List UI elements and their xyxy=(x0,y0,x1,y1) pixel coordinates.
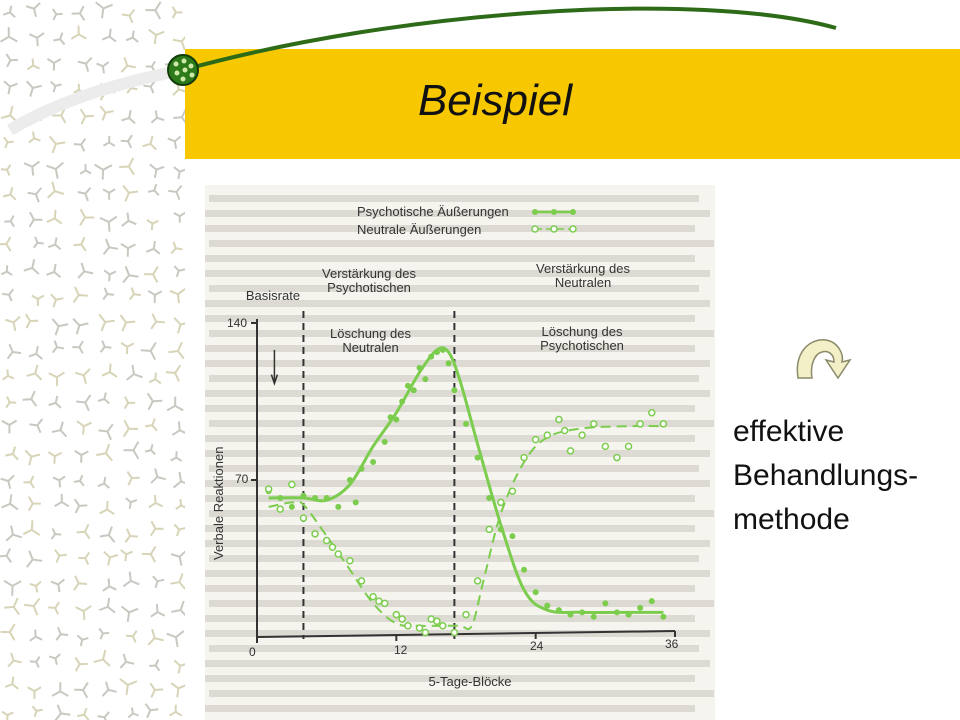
pattern-glyph xyxy=(1,624,15,640)
data-point-neutral xyxy=(649,410,655,416)
data-point-psychotic xyxy=(591,614,597,620)
data-point-psychotic xyxy=(440,347,446,353)
slide-title: Beispiel xyxy=(417,76,573,125)
data-point-neutral xyxy=(451,630,457,636)
data-point-psychotic xyxy=(370,459,376,465)
pattern-glyph xyxy=(24,259,39,274)
pattern-glyph xyxy=(75,451,88,463)
pattern-glyph xyxy=(169,705,181,716)
pattern-glyph xyxy=(25,450,40,465)
pattern-glyph xyxy=(4,598,19,615)
data-point-psychotic xyxy=(556,607,562,613)
pattern-glyph xyxy=(149,373,161,384)
pattern-glyph xyxy=(148,291,162,303)
data-point-neutral xyxy=(579,432,585,438)
pattern-glyph xyxy=(77,524,90,538)
data-point-psychotic xyxy=(544,603,550,609)
pattern-glyph xyxy=(171,601,185,617)
pattern-glyph xyxy=(27,365,42,380)
data-point-psychotic xyxy=(399,399,405,405)
pattern-glyph xyxy=(8,344,21,358)
data-point-neutral xyxy=(417,625,423,631)
pattern-glyph xyxy=(146,704,159,718)
pattern-glyph xyxy=(72,341,83,353)
data-point-psychotic xyxy=(353,499,359,505)
side-note-line-2: Behandlungs- xyxy=(733,459,919,492)
data-point-psychotic xyxy=(498,526,504,532)
data-point-psychotic xyxy=(451,387,457,393)
legend-label-psychotic: Psychotische Äußerungen xyxy=(357,204,509,219)
pattern-glyph xyxy=(172,421,185,435)
pattern-glyph xyxy=(98,712,110,720)
pattern-glyph xyxy=(104,552,118,566)
pattern-glyph xyxy=(3,187,16,200)
x-axis-label: 5-Tage-Blöcke xyxy=(428,674,512,689)
pattern-glyph xyxy=(74,287,88,303)
pattern-glyph xyxy=(122,212,137,226)
data-point-neutral xyxy=(521,455,527,461)
pattern-glyph xyxy=(52,528,62,538)
y-axis-label: Verbale Reaktionen xyxy=(211,446,226,560)
data-point-psychotic xyxy=(411,387,417,393)
pattern-glyph xyxy=(168,342,183,359)
pattern-glyph xyxy=(104,270,116,281)
pattern-glyph xyxy=(48,237,60,249)
pattern-glyph xyxy=(29,346,42,359)
data-point-psychotic xyxy=(277,495,283,501)
legend-symbol-neutral-dot xyxy=(551,226,557,232)
pattern-glyph xyxy=(23,391,37,406)
pattern-glyph xyxy=(56,627,68,640)
pattern-glyph xyxy=(100,501,115,514)
data-point-psychotic xyxy=(486,495,492,501)
legend-symbol-psychotic-dot xyxy=(570,209,576,215)
pattern-glyph xyxy=(55,494,69,506)
pattern-glyph xyxy=(127,365,143,380)
data-point-psychotic xyxy=(626,612,632,618)
data-point-psychotic xyxy=(417,365,423,371)
side-note xyxy=(733,410,918,542)
data-point-psychotic xyxy=(660,614,666,620)
legend-symbol-neutral-dot xyxy=(570,226,576,232)
data-point-neutral xyxy=(312,531,318,537)
pattern-glyph xyxy=(73,237,85,251)
legend-symbol-psychotic-dot xyxy=(532,209,538,215)
data-point-neutral xyxy=(498,499,504,505)
pattern-glyph xyxy=(77,635,88,646)
data-point-psychotic xyxy=(382,439,388,445)
pattern-glyph xyxy=(174,524,185,536)
pattern-glyph xyxy=(100,527,115,543)
data-point-neutral xyxy=(568,448,574,454)
phase-label-baseline: Basisrate xyxy=(245,288,301,303)
pattern-glyph xyxy=(120,654,134,668)
pattern-glyph xyxy=(122,606,139,622)
pattern-glyph xyxy=(174,266,185,277)
data-point-psychotic xyxy=(637,605,643,611)
data-point-psychotic xyxy=(649,598,655,604)
pattern-glyph xyxy=(48,182,64,198)
pattern-glyph xyxy=(51,294,63,307)
pattern-glyph xyxy=(125,529,137,543)
pattern-glyph xyxy=(0,549,11,563)
pattern-glyph xyxy=(141,343,156,360)
data-point-neutral xyxy=(324,538,330,544)
pattern-glyph xyxy=(170,289,185,303)
pattern-glyph xyxy=(174,318,185,334)
pattern-glyph xyxy=(145,419,157,431)
data-point-neutral xyxy=(509,488,515,494)
pattern-glyph xyxy=(98,392,109,403)
pattern-glyph xyxy=(150,683,163,697)
pattern-glyph xyxy=(52,682,68,696)
data-point-psychotic xyxy=(388,414,394,420)
pattern-glyph xyxy=(120,679,137,695)
pattern-glyph xyxy=(2,712,13,720)
pattern-glyph xyxy=(29,497,41,511)
pattern-glyph xyxy=(1,475,14,488)
pattern-glyph xyxy=(120,315,135,331)
baseline-arrow-icon xyxy=(271,350,277,384)
data-point-neutral xyxy=(359,578,365,584)
pattern-glyph xyxy=(77,708,89,720)
data-point-psychotic xyxy=(521,567,527,573)
data-point-psychotic xyxy=(335,504,341,510)
pattern-glyph xyxy=(53,476,65,487)
x-tick-36: 36 xyxy=(665,637,679,651)
pattern-glyph xyxy=(52,422,67,437)
pattern-glyph xyxy=(53,341,64,353)
pattern-glyph xyxy=(28,188,42,202)
pattern-glyph xyxy=(4,581,21,596)
pattern-glyph xyxy=(123,266,138,282)
pattern-glyph xyxy=(101,341,112,352)
pattern-glyph xyxy=(174,167,185,179)
series-line-psychotic xyxy=(269,348,664,613)
data-point-neutral xyxy=(399,616,405,622)
pattern-glyph xyxy=(171,683,185,697)
pattern-glyph xyxy=(30,630,42,641)
pattern-glyph xyxy=(49,372,65,386)
data-point-neutral xyxy=(614,455,620,461)
data-point-neutral xyxy=(266,486,272,492)
pattern-glyph xyxy=(48,602,59,614)
data-point-psychotic xyxy=(405,383,411,389)
pattern-glyph xyxy=(32,295,44,305)
pattern-glyph xyxy=(34,237,44,248)
pattern-glyph xyxy=(99,314,115,331)
pattern-glyph xyxy=(49,654,60,665)
pattern-glyph xyxy=(123,185,138,201)
data-point-neutral xyxy=(486,526,492,532)
pattern-glyph xyxy=(80,164,91,174)
pattern-glyph xyxy=(167,396,183,410)
pattern-glyph xyxy=(8,653,22,667)
data-point-neutral xyxy=(556,416,562,422)
pattern-glyph xyxy=(24,599,39,616)
pattern-glyph xyxy=(2,420,17,433)
data-point-neutral xyxy=(422,630,428,636)
pattern-glyph xyxy=(94,650,110,666)
data-point-neutral xyxy=(440,623,446,629)
data-point-neutral xyxy=(335,551,341,557)
data-point-neutral xyxy=(300,515,306,521)
pattern-glyph xyxy=(52,319,68,335)
pattern-glyph xyxy=(98,424,112,439)
pattern-glyph xyxy=(121,244,136,257)
pattern-glyph xyxy=(30,582,41,593)
pattern-glyph xyxy=(73,319,88,335)
pattern-glyph xyxy=(99,598,115,613)
pattern-glyph xyxy=(147,220,158,230)
pattern-glyph xyxy=(27,551,42,567)
pattern-glyph xyxy=(123,572,139,587)
data-point-psychotic xyxy=(568,612,574,618)
data-point-neutral xyxy=(434,618,440,624)
side-note-line-3: methode xyxy=(733,503,850,536)
pattern-glyph xyxy=(126,498,137,509)
pattern-glyph xyxy=(124,442,139,459)
pattern-glyph xyxy=(75,369,90,384)
data-point-psychotic xyxy=(475,455,481,461)
data-point-psychotic xyxy=(434,349,440,355)
data-point-neutral xyxy=(544,432,550,438)
pattern-glyph xyxy=(121,550,133,561)
y-tick-70: 70 xyxy=(235,472,249,486)
pattern-glyph xyxy=(168,185,181,199)
data-point-neutral xyxy=(562,428,568,434)
pattern-glyph xyxy=(78,188,91,201)
pattern-glyph xyxy=(166,365,180,381)
pattern-glyph xyxy=(5,447,18,460)
pattern-glyph xyxy=(76,606,92,620)
pattern-glyph xyxy=(26,314,38,328)
pattern-glyph xyxy=(5,677,18,689)
pattern-glyph xyxy=(29,212,42,227)
pattern-glyph xyxy=(104,239,118,254)
pattern-glyph xyxy=(1,165,11,176)
pattern-glyph xyxy=(125,397,136,409)
data-point-psychotic xyxy=(509,533,515,539)
data-point-psychotic xyxy=(533,589,539,595)
pattern-glyph xyxy=(55,705,70,720)
data-point-psychotic xyxy=(614,609,620,615)
pattern-glyph xyxy=(103,288,114,300)
data-point-psychotic xyxy=(393,416,399,422)
series-line-neutral xyxy=(269,426,664,629)
data-point-psychotic xyxy=(428,354,434,360)
pattern-glyph xyxy=(99,629,109,640)
data-point-neutral xyxy=(382,600,388,606)
x-tick-0: 0 xyxy=(249,645,256,659)
pattern-glyph xyxy=(78,263,93,278)
pattern-glyph xyxy=(176,499,185,509)
pattern-glyph xyxy=(150,164,164,178)
pattern-glyph xyxy=(171,242,182,254)
pattern-glyph xyxy=(124,420,139,436)
data-point-neutral xyxy=(660,421,666,427)
pattern-glyph xyxy=(174,660,185,673)
data-point-neutral xyxy=(533,437,539,443)
pattern-glyph xyxy=(23,476,34,488)
pattern-glyph xyxy=(128,708,138,718)
pattern-glyph xyxy=(75,657,87,671)
pattern-glyph xyxy=(149,660,159,671)
data-point-neutral xyxy=(602,443,608,449)
pattern-glyph xyxy=(146,241,160,254)
y-tick-140: 140 xyxy=(227,316,248,330)
pattern-glyph xyxy=(47,210,62,224)
pattern-glyph xyxy=(24,162,39,176)
pattern-glyph xyxy=(171,551,185,566)
pattern-glyph xyxy=(153,576,164,588)
pattern-glyph xyxy=(174,472,185,488)
pattern-glyph xyxy=(74,475,84,485)
pattern-glyph xyxy=(174,213,185,223)
pattern-glyph xyxy=(77,421,92,434)
pattern-glyph xyxy=(29,419,42,433)
pattern-glyph xyxy=(142,546,156,562)
pattern-glyph xyxy=(151,604,165,617)
pattern-glyph xyxy=(32,706,42,717)
x-axis-line xyxy=(257,631,675,637)
pattern-glyph xyxy=(144,267,158,283)
pattern-glyph xyxy=(51,579,64,592)
pattern-glyph xyxy=(74,683,88,698)
pattern-glyph xyxy=(100,217,117,232)
pattern-glyph xyxy=(47,163,64,179)
pattern-glyph xyxy=(76,395,90,411)
pattern-glyph xyxy=(102,682,116,696)
pattern-glyph xyxy=(151,469,166,483)
pattern-glyph xyxy=(47,264,61,277)
legend-label-neutral: Neutrale Äußerungen xyxy=(357,222,482,237)
data-point-neutral xyxy=(637,421,643,427)
data-point-neutral xyxy=(405,623,411,629)
pattern-glyph xyxy=(103,579,117,591)
data-point-neutral xyxy=(347,558,353,564)
pattern-glyph xyxy=(3,369,14,379)
data-point-psychotic xyxy=(312,495,318,501)
pattern-glyph xyxy=(48,452,61,464)
pattern-glyph xyxy=(102,364,117,377)
data-point-neutral xyxy=(626,443,632,449)
data-point-psychotic xyxy=(359,466,365,472)
pattern-glyph xyxy=(95,165,112,180)
pattern-glyph xyxy=(167,631,184,647)
side-note-line-1: effektive xyxy=(733,415,845,448)
data-point-neutral xyxy=(393,612,399,618)
data-point-psychotic xyxy=(300,493,306,499)
pattern-glyph xyxy=(49,396,61,408)
pattern-glyph xyxy=(6,397,16,408)
phase-label-reinforce-neutral: Verstärkung des Neutralen xyxy=(536,261,630,290)
pattern-glyph xyxy=(119,158,134,175)
legend-symbol-neutral-dot xyxy=(532,226,538,232)
pattern-glyph xyxy=(98,477,109,488)
legend-symbol-psychotic-dot xyxy=(551,209,557,215)
pattern-glyph xyxy=(103,189,115,199)
chart-figure xyxy=(205,185,715,720)
pattern-glyph xyxy=(78,552,89,564)
data-point-psychotic xyxy=(289,504,295,510)
x-tick-24: 24 xyxy=(530,639,544,653)
pattern-glyph xyxy=(126,631,137,643)
data-point-neutral xyxy=(475,578,481,584)
pattern-glyph xyxy=(30,657,40,668)
data-point-neutral xyxy=(370,594,376,600)
data-point-psychotic xyxy=(347,477,353,483)
pattern-glyph xyxy=(127,472,139,486)
pattern-glyph xyxy=(55,550,67,563)
pattern-glyph xyxy=(151,521,164,535)
pattern-glyph xyxy=(170,573,185,589)
data-point-psychotic xyxy=(463,421,469,427)
pattern-glyph xyxy=(5,317,20,331)
pattern-glyph xyxy=(96,444,112,461)
pattern-glyph xyxy=(171,451,182,461)
data-point-psychotic xyxy=(422,376,428,382)
data-point-neutral xyxy=(329,544,335,550)
data-point-psychotic xyxy=(324,495,330,501)
pattern-glyph xyxy=(148,393,163,409)
pattern-glyph xyxy=(0,237,11,251)
x-tick-12: 12 xyxy=(394,643,408,657)
data-point-psychotic xyxy=(579,609,585,615)
curved-arrow-icon xyxy=(790,332,860,382)
pattern-glyph xyxy=(148,629,164,645)
pattern-glyph xyxy=(6,526,21,541)
data-point-neutral xyxy=(289,481,295,487)
pattern-glyph xyxy=(130,288,141,300)
pattern-glyph xyxy=(1,265,12,275)
pattern-glyph xyxy=(4,216,14,227)
pattern-glyph xyxy=(74,576,87,590)
pattern-glyph xyxy=(149,495,163,507)
data-point-neutral xyxy=(591,421,597,427)
pattern-glyph xyxy=(75,499,88,513)
data-point-psychotic xyxy=(446,360,452,366)
data-point-neutral xyxy=(463,612,469,618)
pattern-glyph xyxy=(1,494,17,509)
pattern-glyph xyxy=(2,289,13,301)
data-point-psychotic xyxy=(602,600,608,606)
data-point-neutral xyxy=(277,506,283,512)
pattern-glyph xyxy=(80,209,94,225)
phase-label-extinction-psychotic: Löschung des Psychotischen xyxy=(540,324,624,353)
pattern-glyph xyxy=(151,314,165,329)
pattern-glyph xyxy=(145,444,155,454)
phase-label-reinforce-psychotic: Verstärkung des Psychotischen xyxy=(322,266,416,295)
phase-label-extinction-neutral: Löschung des Neutralen xyxy=(330,326,411,355)
pattern-glyph xyxy=(23,520,39,535)
pattern-glyph xyxy=(148,184,159,195)
pattern-glyph xyxy=(121,343,134,354)
pattern-glyph xyxy=(28,687,42,699)
